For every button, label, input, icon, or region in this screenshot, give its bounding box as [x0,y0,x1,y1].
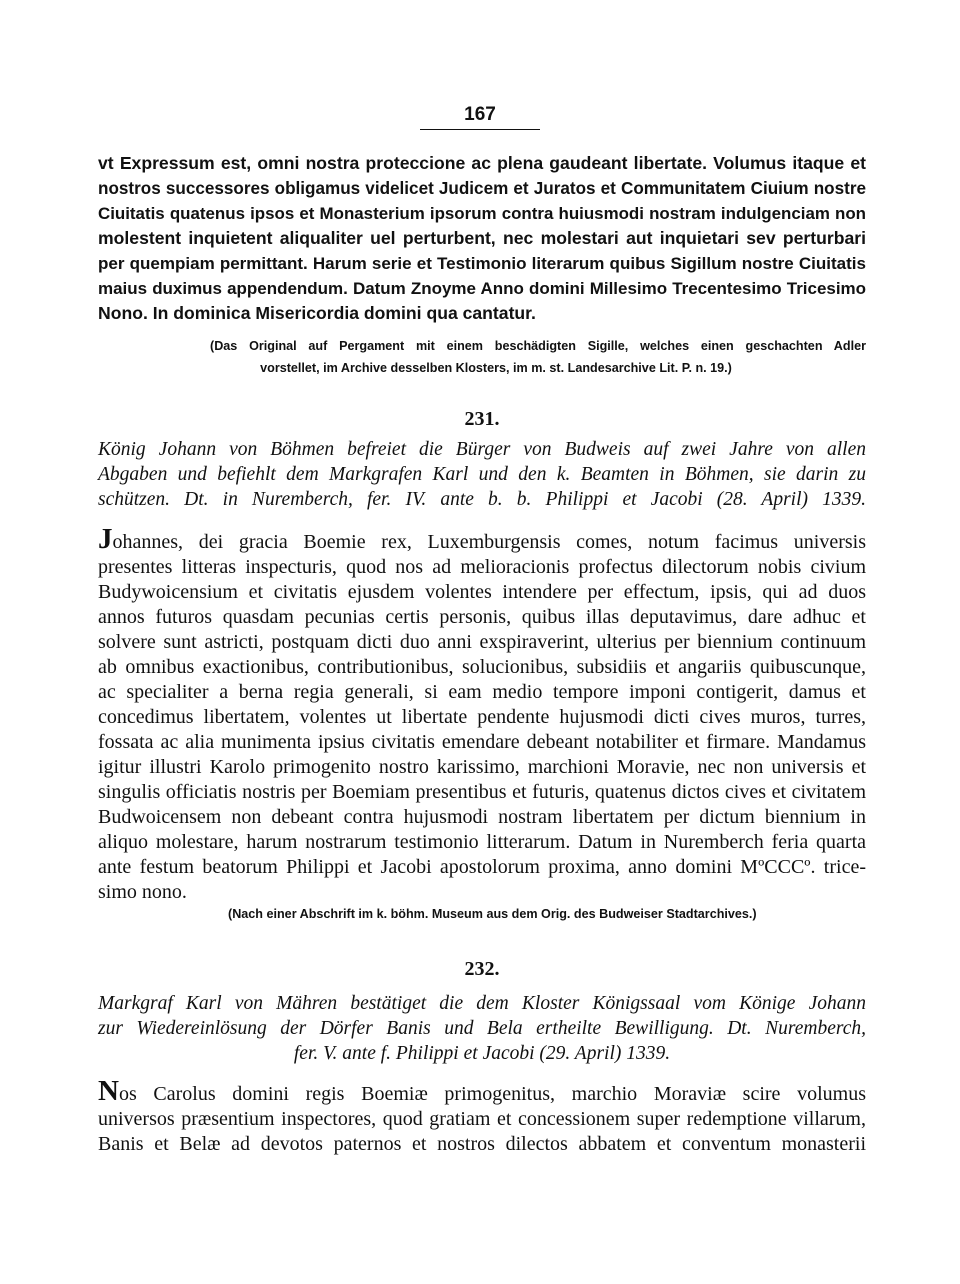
note-line: (Das Original auf Pergament mit einem beschädigten Sigille, welches einen geschachten Adler [210,339,866,353]
text-line: Nono. In dominica Misericordia domini qua cantatur. [98,303,536,323]
heading-line: Markgraf Karl von Mähren bestätiget die dem Kloster Königssaal vom Könige Johann [98,993,866,1014]
continuation-text [98,151,866,326]
document-231-heading [98,437,866,512]
drop-initial: N [98,1075,119,1107]
first-line-text: os Carolus domini regis Boemiæ primogenitus, marchio Moraviæ scire volumus [118,1083,866,1105]
note-line: vorstellet, im Archive desselben Klosters, im m. st. Landesarchive Lit. P. n. 19.) [260,361,732,375]
drop-initial: J [98,523,113,555]
text-line: solvere sunt astricti, postquam dicti duo anni exspiraverint, ulterius per biennium continuum [98,631,866,653]
text-line: ante festum beatorum Philippi et Jacobi apostolorum proxima, anno domini MºCCCº. trice- [98,856,866,878]
text-line: maius duximus appendendum. Datum Znoyme Anno domini Millesimo Trecentesimo Tricesimo [98,279,866,298]
text-line: fossata ac alia munimenta ipsius civitatis emendare debeant notabiliter et firmare. Mandamus [98,731,866,753]
document-number-232: 232. [464,958,500,980]
text-line [98,523,866,555]
text-line: vt Expressum est, omni nostra proteccione ac plena gaudeant libertate. Volumus itaque et [98,153,866,173]
note-line: (Nach einer Abschrift im k. böhm. Museum aus dem Orig. des Budweiser Stadtarchives.) [228,907,757,921]
document-page [98,0,866,1284]
heading-line: fer. V. ante f. Philippi et Jacobi (29. April) 1339. [293,1043,671,1064]
text-line: simo nono. [98,881,187,903]
text-line: Budwoicensem non debeant contra hujusmodi nostram libertatem per dictum biennium in [98,806,866,828]
text-line: Ciuitatis quatenus ipsos et Monasterium ipsorum contra huiusmodi nostram indulgenciam non [98,204,866,223]
text-line: igitur illustri Karolo primogenito nostro karissimo, marchioni Moravie, nec non universis et [98,756,866,778]
text-line [98,1075,866,1107]
text-line: singulis officiatis nostris per Boemiam presentibus et futuris, quatenus dictos cives et civitatem [98,781,866,803]
text-line: aliquo molestare, harum nostrarum testimonio litterarum. Datum in Nuremberch feria quarta [98,831,866,853]
text-line: ab omnibus exactionibus, contributionibus, solucionibus, subsidiis et angariis quibuscunque, [98,656,866,678]
heading-line: schützen. Dt. in Nuremberch, fer. IV. ante b. b. Philippi et Jacobi (28. April) 1339. [98,489,866,510]
text-line: per quempiam permittant. Harum serie et Testimonio literarum quibus Sigillum nostre Ciuitatis [98,254,866,273]
page-number-rule [420,129,540,130]
text-line: Budywoicensium et civitatis ejusdem volentes intendere per effectum, ipsis, qui ad duos [98,581,866,603]
document-232-body [98,1075,866,1157]
continuation-source-note [210,335,866,379]
first-line-text: ohannes, dei gracia Boemie rex, Luxemburgensis comes, notum facimus universis [112,531,866,553]
document-232-heading [98,991,866,1066]
heading-line: Abgaben und befiehlt dem Markgrafen Karl und den k. Beamten in Böhmen, sie darin zu [98,464,866,485]
document-231-body [98,523,866,905]
heading-line: zur Wiedereinlösung der Dörfer Banis und Bela ertheilte Bewilligung. Dt. Nuremberch, [98,1018,866,1039]
text-line: ac specialiter a berna regia generali, si eam medio tempore imponi contigerit, damus et [98,681,866,703]
document-231-source-note [228,903,866,925]
text-line: nostros successores obligamus videlicet Judicem et Juratos et Communitatem Ciuium nostre [98,179,866,198]
document-number-231: 231. [464,408,500,430]
text-line: molestent inquietent aliqualiter uel perturbent, nec molestari aut inquietari sev perturbari [98,228,866,248]
text-line: Banis et Belæ ad devotos paternos et nostros dilectos abbatem et conventum monasterii [98,1133,866,1155]
text-line: presentes litteras inspecturis, quod nos ad melioracionis profectus dilectorum nobis civium [98,556,866,578]
text-line: annos futuros quasdam pecunias certis personis, quibus illas deputavimus, dare adhuc et [98,606,866,628]
text-line: universos præsentium inspectores, quod gratiam et concessionem super redemptione villarum, [98,1108,866,1130]
text-line: concedimus libertatem, volentes ut libertate pendente hujusmodi dicti cives muros, turres, [98,706,866,728]
heading-line: König Johann von Böhmen befreiet die Bürger von Budweis auf zwei Jahre von allen [98,439,866,460]
page-number: 167 [464,104,496,125]
